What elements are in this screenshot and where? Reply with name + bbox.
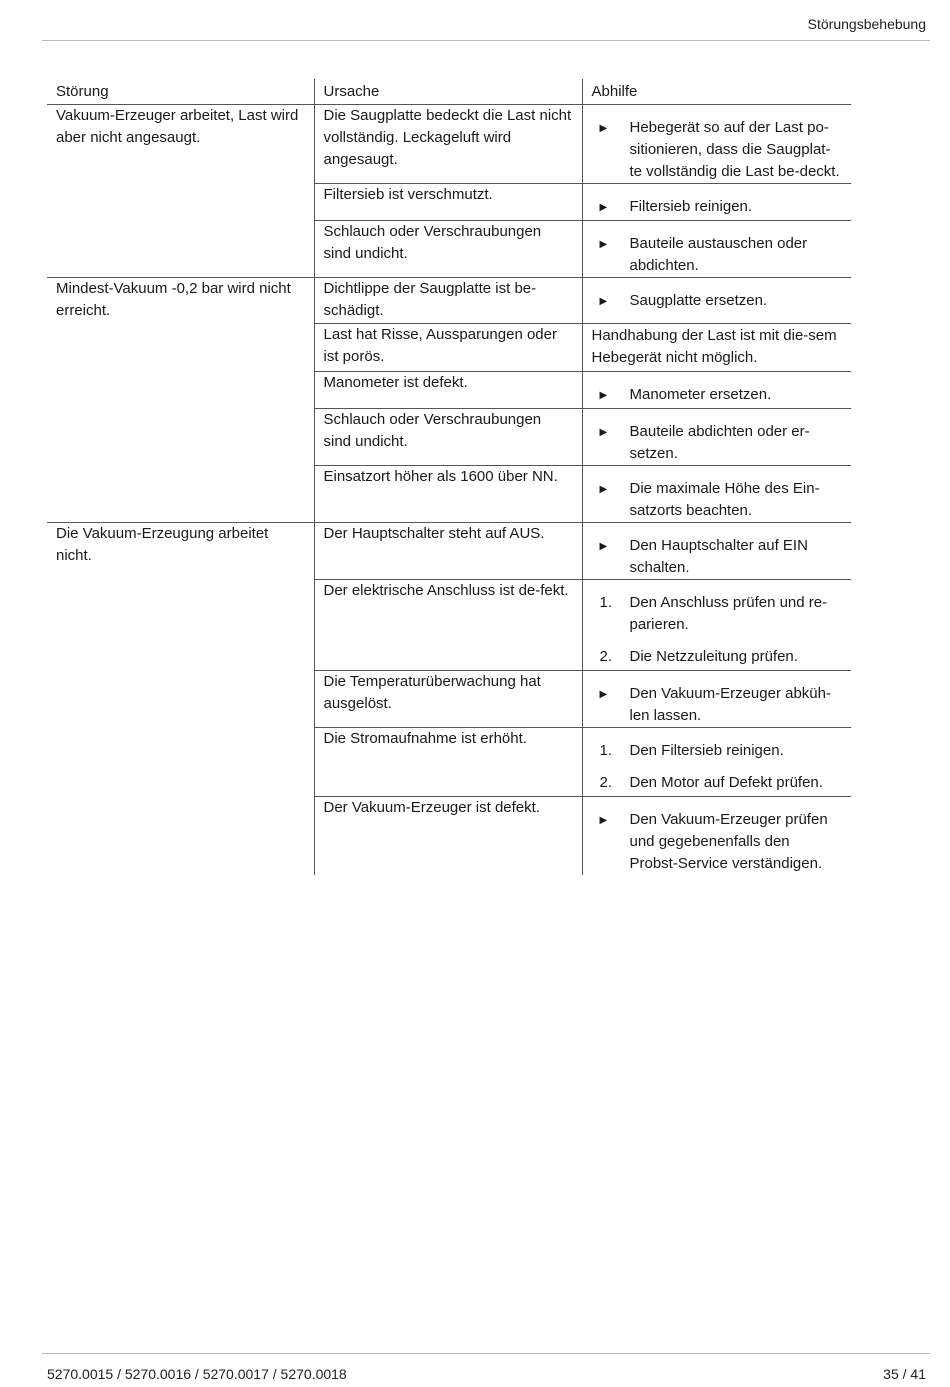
cause-cell: Schlauch oder Verschraubungen sind undicht.	[314, 221, 582, 278]
remedy-text: Die maximale Höhe des Ein-satzorts beachten.	[629, 480, 820, 519]
arrow-right-icon: ▶	[599, 484, 608, 495]
fault-cell: Die Vakuum-Erzeugung arbeitet nicht.	[56, 525, 269, 564]
remedy-text: Hebegerät so auf der Last po-sitionieren, dass die Saugplat-te vollständig die Last be-deckt.	[629, 119, 840, 180]
cause-cell: Schlauch oder Verschraubungen sind undicht.	[314, 409, 582, 466]
arrow-right-icon: ▶	[599, 689, 608, 700]
arrow-right-icon: ▶	[599, 296, 608, 307]
remedy-text: Saugplatte ersetzen.	[629, 292, 768, 309]
cause-cell: Der Hauptschalter steht auf AUS.	[314, 523, 582, 580]
cause-cell: Filtersieb ist verschmutzt.	[314, 184, 582, 221]
remedy-cell	[582, 580, 851, 671]
arrow-right-icon: ▶	[599, 815, 608, 826]
arrow-right-icon: ▶	[599, 202, 608, 213]
step-number: 1.	[599, 594, 613, 611]
cause-cell: Manometer ist defekt.	[314, 372, 582, 409]
cause-cell: Der elektrische Anschluss ist de-fekt.	[314, 580, 582, 671]
remedy-cell	[582, 523, 851, 580]
arrow-right-icon: ▶	[599, 541, 608, 552]
footer-divider	[42, 1353, 930, 1354]
remedy-text: Die Netzzuleitung prüfen.	[629, 648, 798, 665]
troubleshooting-table	[47, 79, 851, 875]
column-header-cause: Ursache	[314, 79, 582, 105]
remedy-step	[592, 646, 843, 668]
remedy-text: Den Hauptschalter auf EIN schalten.	[629, 537, 808, 576]
cause-cell: Dichtlippe der Saugplatte ist be-schädigt.	[314, 278, 582, 324]
remedy-action	[592, 233, 843, 277]
remedy-cell	[582, 278, 851, 324]
remedy-cell	[582, 797, 851, 876]
arrow-right-icon: ▶	[599, 390, 608, 401]
cause-cell: Die Temperaturüberwachung hat ausgelöst.	[314, 671, 582, 728]
fault-cell: Vakuum-Erzeuger arbeitet, Last wird aber nicht angesaugt.	[47, 105, 314, 278]
cause-cell: Last hat Risse, Aussparungen oder ist porös.	[314, 324, 582, 372]
step-number: 2.	[599, 648, 613, 665]
remedy-action	[592, 683, 843, 727]
table-row	[47, 105, 851, 184]
remedy-step	[592, 740, 843, 762]
cause-cell: Die Saugplatte bedeckt die Last nicht vollständig. Leckageluft wird angesaugt.	[314, 105, 582, 184]
remedy-text: Den Vakuum-Erzeuger abküh-len lassen.	[629, 685, 831, 724]
remedy-text: Filtersieb reinigen.	[629, 198, 753, 215]
fault-cell: Mindest-Vakuum -0,2 bar wird nicht erreicht.	[47, 278, 314, 523]
table-header-row	[47, 79, 851, 105]
remedy-action	[592, 290, 843, 314]
table-row	[47, 523, 851, 580]
step-number: 1.	[599, 742, 613, 759]
step-number: 2.	[599, 774, 613, 791]
column-header-fault: Störung	[47, 79, 314, 105]
remedy-action	[592, 421, 843, 465]
remedy-cell	[582, 671, 851, 728]
remedy-text: Manometer ersetzen.	[629, 386, 772, 403]
remedy-action	[592, 535, 843, 579]
cause-cell: Einsatzort höher als 1600 über NN.	[314, 466, 582, 523]
table-row	[47, 278, 851, 324]
arrow-right-icon: ▶	[599, 123, 608, 134]
remedy-step	[592, 772, 843, 794]
footer-article-numbers: 5270.0015 / 5270.0016 / 5270.0017 / 5270.0018	[47, 1366, 347, 1382]
remedy-action	[592, 809, 843, 875]
arrow-right-icon: ▶	[599, 239, 608, 250]
remedy-action	[592, 117, 843, 183]
remedy-action	[592, 196, 843, 220]
remedy-cell	[582, 324, 851, 372]
remedy-action	[592, 478, 843, 522]
remedy-cell	[582, 728, 851, 797]
remedy-cell	[582, 105, 851, 184]
remedy-cell	[582, 466, 851, 523]
remedy-action	[592, 384, 843, 408]
remedy-cell	[582, 184, 851, 221]
header-divider	[42, 40, 930, 41]
remedy-cell	[582, 372, 851, 409]
remedy-cell	[582, 221, 851, 278]
remedy-text: Den Filtersieb reinigen.	[629, 742, 784, 759]
remedy-text: Handhabung der Last ist mit die-sem Hebegerät nicht möglich.	[591, 327, 837, 366]
column-header-remedy: Abhilfe	[582, 79, 851, 105]
remedy-text: Den Vakuum-Erzeuger prüfen und gegebenenfalls den Probst-Service verständigen.	[629, 811, 828, 872]
remedy-text: Den Motor auf Defekt prüfen.	[629, 774, 823, 791]
remedy-cell	[582, 409, 851, 466]
page-header-title: Störungsbehebung	[807, 16, 926, 32]
cause-cell: Der Vakuum-Erzeuger ist defekt.	[314, 797, 582, 876]
remedy-step	[592, 592, 843, 636]
footer-page-number: 35 / 41	[883, 1366, 926, 1382]
cause-cell: Die Stromaufnahme ist erhöht.	[314, 728, 582, 797]
arrow-right-icon: ▶	[599, 427, 608, 438]
remedy-text: Bauteile austauschen oder abdichten.	[629, 235, 808, 274]
remedy-text: Bauteile abdichten oder er-setzen.	[629, 423, 810, 462]
remedy-text: Den Anschluss prüfen und re-parieren.	[629, 594, 828, 633]
